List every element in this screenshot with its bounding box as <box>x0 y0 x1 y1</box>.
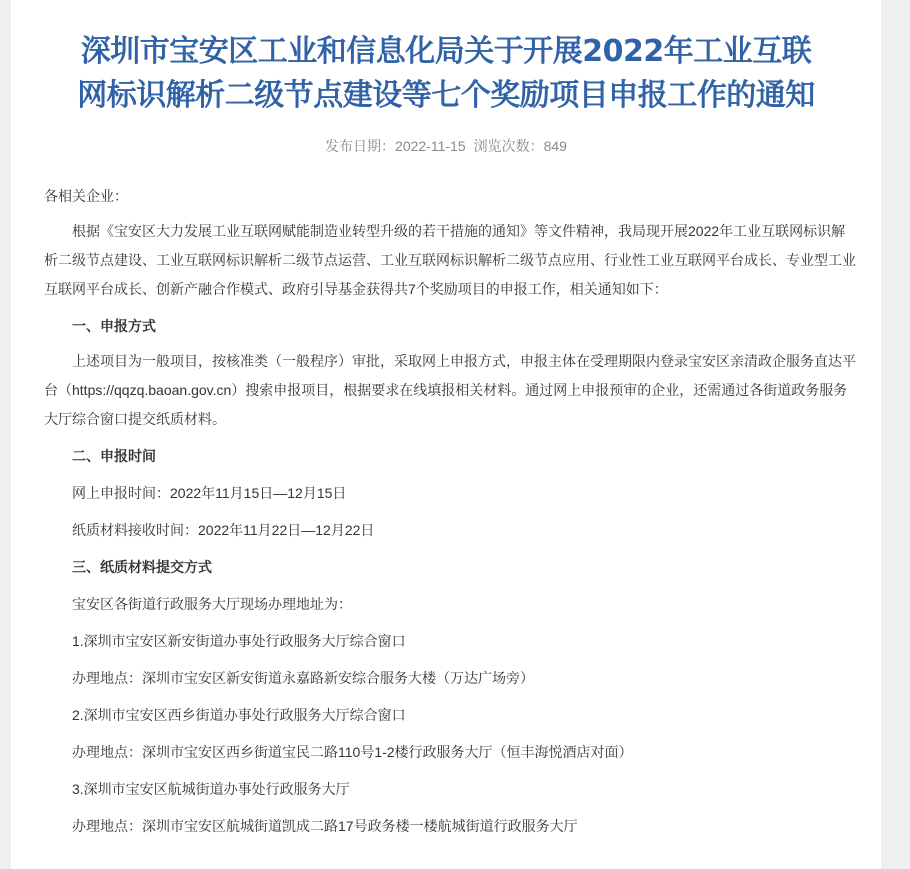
location-address: 办理地点：深圳市宝安区西乡街道宝民二路110号1-2楼行政服务大厅（恒丰海悦酒店对面） <box>72 744 633 760</box>
article-body <box>44 180 859 847</box>
location-address: 办理地点：深圳市宝安区新安街道永嘉路新安综合服务大楼（万达广场旁） <box>72 670 534 686</box>
section-heading-method: 一、申报方式 <box>72 318 156 334</box>
section-heading-time: 二、申报时间 <box>72 448 156 464</box>
publish-date: 2022-11-15 <box>395 138 466 154</box>
article-title-line-1: 深圳市宝安区工业和信息化局关于开展2022年工业互联 <box>80 34 812 69</box>
location-name: 3.深圳市宝安区航城街道办事处行政服务大厅 <box>72 781 350 797</box>
views-count: 849 <box>543 138 567 154</box>
section-heading-submission: 三、纸质材料提交方式 <box>72 559 212 575</box>
section-method-body: 上述项目为一般项目，按核准类（一般程序）审批，采取网上申报方式，申报主体在受理期限内登录宝安区亲清政企服务直达平台（https://qqzq.baoan.gov.cn）搜索申报项目，根据要求在线填报相关材料。通过网上申报预审的企业，还需通过各街道政务服务大厅综合窗口提交纸质材料。 <box>44 353 856 427</box>
intro-paragraph: 根据《宝安区大力发展工业互联网赋能制造业转型升级的若干措施的通知》等文件精神，我局现开展2022年工业互联网标识解析二级节点建设、工业互联网标识解析二级节点运营、工业互联网标识解析二级节点应用、行业性工业互联网平台成长、专业型工业互联网平台成长、创新产融合作模式、政府引导基金获得共7个奖励项目的申报工作，相关通知如下： <box>44 223 856 297</box>
salutation: 各相关企业： <box>44 188 128 204</box>
submission-intro: 宝安区各街道行政服务大厅现场办理地址为： <box>72 596 352 612</box>
location-name: 2.深圳市宝安区西乡街道办事处行政服务大厅综合窗口 <box>72 707 406 723</box>
location-address: 办理地点：深圳市宝安区航城街道凯成二路17号政务楼一楼航城街道行政服务大厅 <box>72 818 578 834</box>
article-meta <box>11 136 881 156</box>
publish-date-label: 发布日期： <box>325 138 396 154</box>
location-name: 1.深圳市宝安区新安街道办事处行政服务大厅综合窗口 <box>72 633 406 649</box>
online-application-time: 网上申报时间：2022年11月15日—12月15日 <box>72 485 347 501</box>
paper-material-time: 纸质材料接收时间：2022年11月22日—12月22日 <box>72 522 375 538</box>
article-title <box>11 30 881 118</box>
article-panel <box>11 0 881 869</box>
views-label: 浏览次数： <box>473 138 544 154</box>
article-title-line-2: 网标识解析二级节点建设等七个奖励项目申报工作的通知 <box>77 78 815 113</box>
